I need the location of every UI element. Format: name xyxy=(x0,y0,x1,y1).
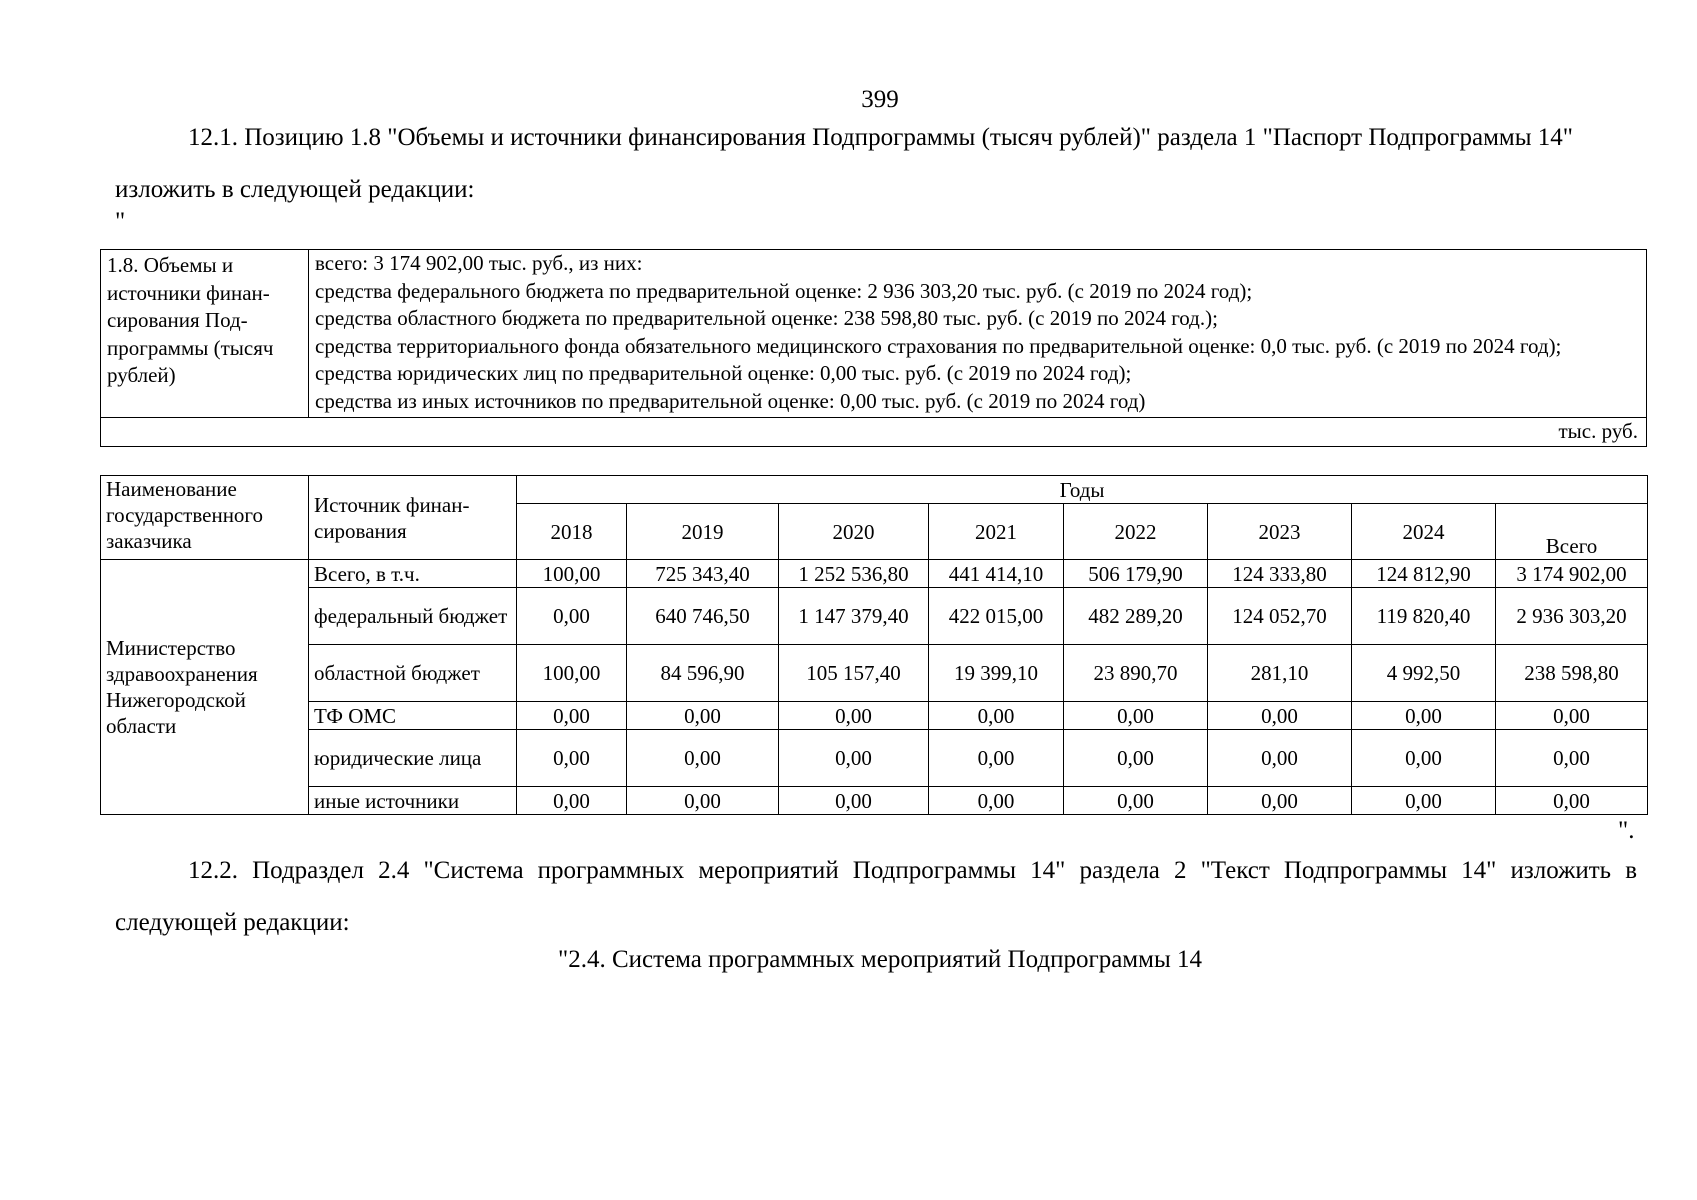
value-cell: 0,00 xyxy=(1496,730,1648,787)
source-cell: федеральный бюджет xyxy=(309,588,517,645)
passport-label: 1.8. Объемы и источники финансирования Подпрограммы (тысяч рублей) xyxy=(101,250,309,418)
passport-description xyxy=(309,250,1647,418)
value-cell: 0,00 xyxy=(1064,787,1208,815)
header-year: 2022 xyxy=(1064,504,1208,560)
value-cell: 281,10 xyxy=(1208,645,1352,702)
source-cell: иные источники xyxy=(309,787,517,815)
value-cell: 0,00 xyxy=(1496,702,1648,730)
value-cell: 0,00 xyxy=(1064,702,1208,730)
second-paragraph: 12.2. Подраздел 2.4 "Система программных мероприятий Подпрограммы 14" раздела 2 "Текст Подпрограммы 14" изложить в следующей редакции: xyxy=(115,857,1637,936)
value-cell: 3 174 902,00 xyxy=(1496,560,1648,588)
customer-name: Министерство здравоохранения Нижегородской области xyxy=(101,560,309,815)
passport-line-regional: средства областного бюджета по предварительной оценке: 238 598,80 тыс. руб. (с 2019 по 2024 год.); xyxy=(315,306,1218,330)
table-row xyxy=(101,730,1648,787)
value-cell: 124 052,70 xyxy=(1208,588,1352,645)
value-cell: 105 157,40 xyxy=(779,645,929,702)
value-cell: 0,00 xyxy=(627,730,779,787)
value-cell: 238 598,80 xyxy=(1496,645,1648,702)
table-row xyxy=(101,702,1648,730)
header-year: 2021 xyxy=(929,504,1064,560)
unit-label: тыс. руб. xyxy=(101,418,1647,447)
table-row xyxy=(101,645,1648,702)
value-cell: 0,00 xyxy=(1208,730,1352,787)
value-cell: 506 179,90 xyxy=(1064,560,1208,588)
header-row-years xyxy=(101,476,1648,504)
value-cell: 0,00 xyxy=(779,730,929,787)
unit-row xyxy=(101,418,1647,447)
value-cell: 0,00 xyxy=(1064,730,1208,787)
value-cell: 0,00 xyxy=(929,702,1064,730)
value-cell: 0,00 xyxy=(1496,787,1648,815)
value-cell: 19 399,10 xyxy=(929,645,1064,702)
table-row xyxy=(101,588,1648,645)
passport-line-other: средства из иных источников по предварительной оценке: 0,00 тыс. руб. (с 2019 по 2024 год) xyxy=(315,388,1146,413)
source-cell: Всего, в т.ч. xyxy=(309,560,517,588)
section-heading: "2.4. Система программных мероприятий Подпрограммы 14 xyxy=(558,946,1202,973)
value-cell: 1 252 536,80 xyxy=(779,560,929,588)
source-cell: областной бюджет xyxy=(309,645,517,702)
passport-line-tfoms: средства территориального фонда обязательного медицинского страхования по предварительной оценке: 0,0 тыс. руб. (с 2019 по 2024 год); xyxy=(315,333,1562,358)
value-cell: 0,00 xyxy=(1352,787,1496,815)
table-row xyxy=(101,560,1648,588)
header-year: 2020 xyxy=(779,504,929,560)
value-cell: 0,00 xyxy=(1352,702,1496,730)
value-cell: 0,00 xyxy=(517,730,627,787)
value-cell: 124 333,80 xyxy=(1208,560,1352,588)
value-cell: 124 812,90 xyxy=(1352,560,1496,588)
header-customer: Наименование государственного заказчика xyxy=(101,476,309,560)
value-cell: 422 015,00 xyxy=(929,588,1064,645)
value-cell: 441 414,10 xyxy=(929,560,1064,588)
value-cell: 0,00 xyxy=(1208,787,1352,815)
header-source: Источник финансирования xyxy=(309,476,517,560)
passport-row xyxy=(101,250,1647,418)
value-cell: 0,00 xyxy=(627,787,779,815)
value-cell: 0,00 xyxy=(517,702,627,730)
header-year: 2018 xyxy=(517,504,627,560)
open-quote: " xyxy=(115,208,126,235)
value-cell: 725 343,40 xyxy=(627,560,779,588)
intro-paragraph: 12.1. Позицию 1.8 "Объемы и источники финансирования Подпрограммы (тысяч рублей)" раздела 1 "Паспорт Подпрограммы 14" изложить в следующей редакции: xyxy=(115,124,1573,203)
header-year: 2019 xyxy=(627,504,779,560)
value-cell: 0,00 xyxy=(1352,730,1496,787)
value-cell: 0,00 xyxy=(779,702,929,730)
value-cell: 84 596,90 xyxy=(627,645,779,702)
value-cell: 100,00 xyxy=(517,560,627,588)
table-row xyxy=(101,787,1648,815)
value-cell: 0,00 xyxy=(517,787,627,815)
value-cell: 0,00 xyxy=(517,588,627,645)
header-year: 2024 xyxy=(1352,504,1496,560)
value-cell: 4 992,50 xyxy=(1352,645,1496,702)
source-cell: ТФ ОМС xyxy=(309,702,517,730)
page-number: 399 xyxy=(861,86,899,113)
value-cell: 0,00 xyxy=(929,730,1064,787)
header-total: Всего xyxy=(1496,504,1648,560)
passport-line-legal-entities: средства юридических лиц по предварительной оценке: 0,00 тыс. руб. (с 2019 по 2024 год); xyxy=(315,361,1132,385)
value-cell: 482 289,20 xyxy=(1064,588,1208,645)
value-cell: 0,00 xyxy=(779,787,929,815)
value-cell: 1 147 379,40 xyxy=(779,588,929,645)
value-cell: 2 936 303,20 xyxy=(1496,588,1648,645)
source-cell: юридические лица xyxy=(309,730,517,787)
value-cell: 119 820,40 xyxy=(1352,588,1496,645)
passport-line-total: всего: 3 174 902,00 тыс. руб., из них: xyxy=(315,251,643,275)
value-cell: 23 890,70 xyxy=(1064,645,1208,702)
close-quote: ". xyxy=(1618,817,1635,844)
passport-table xyxy=(100,249,1647,447)
funding-table xyxy=(100,475,1648,815)
value-cell: 0,00 xyxy=(1208,702,1352,730)
passport-line-federal: средства федерального бюджета по предварительной оценке: 2 936 303,20 тыс. руб. (с 2019 по 2024 год); xyxy=(315,278,1253,303)
value-cell: 640 746,50 xyxy=(627,588,779,645)
value-cell: 100,00 xyxy=(517,645,627,702)
value-cell: 0,00 xyxy=(627,702,779,730)
header-year: 2023 xyxy=(1208,504,1352,560)
value-cell: 0,00 xyxy=(929,787,1064,815)
header-years: Годы xyxy=(517,476,1648,504)
